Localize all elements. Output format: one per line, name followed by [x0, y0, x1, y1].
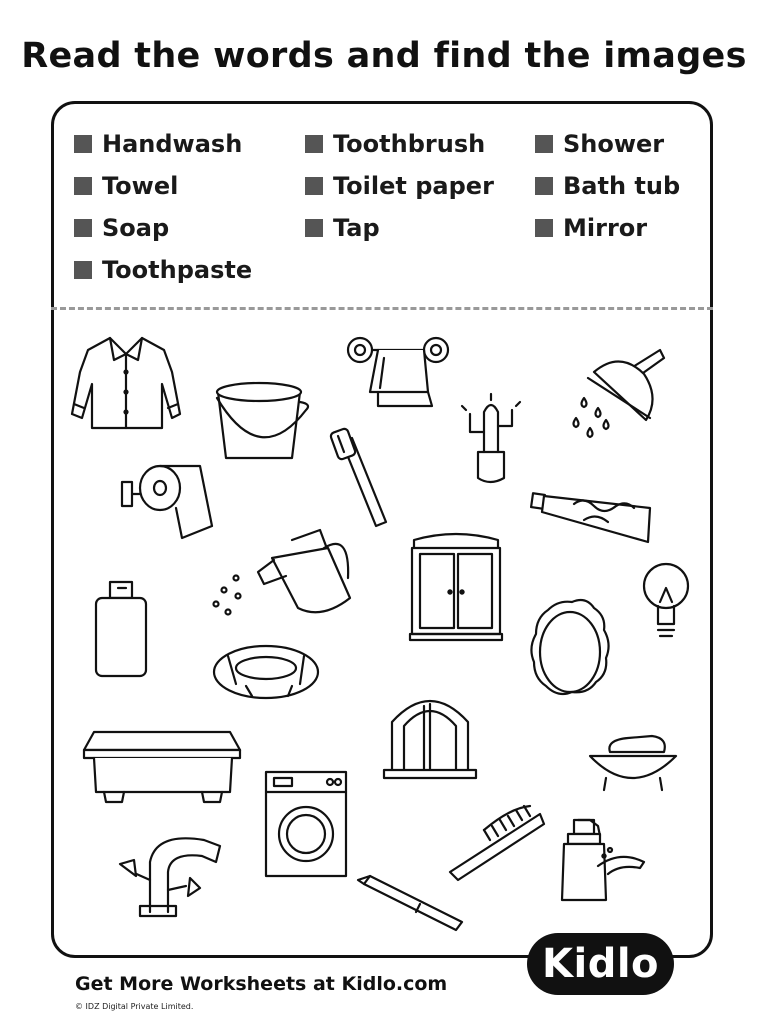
- watering-can-icon: [214, 530, 351, 615]
- swim-ring-icon: [214, 646, 318, 698]
- shampoo-bottle-icon: [96, 582, 146, 676]
- washing-machine-icon: [266, 772, 346, 876]
- word-label: Handwash: [102, 130, 243, 158]
- pen-icon: [358, 876, 462, 930]
- handwash-icon: [562, 820, 644, 900]
- word-label: Toilet paper: [333, 172, 494, 200]
- toothbrush-icon: [330, 428, 386, 526]
- cactus-icon: [462, 394, 520, 482]
- word-label: Tap: [333, 214, 380, 242]
- word-label: Shower: [563, 130, 665, 158]
- word-label: Towel: [102, 172, 179, 200]
- shirt-icon: [72, 338, 180, 428]
- comb-icon: [450, 806, 544, 880]
- word-label: Toothpaste: [102, 256, 253, 284]
- page-title: Read the words and find the images: [21, 36, 747, 76]
- toothpaste-icon: [531, 493, 650, 542]
- word-label: Toothbrush: [333, 130, 486, 158]
- word-label: Mirror: [563, 214, 648, 242]
- toilet-paper-icon: [122, 466, 212, 538]
- wardrobe-icon: [410, 534, 502, 640]
- copyright-text: © IDZ Digital Private Limited.: [75, 1002, 194, 1011]
- tap-icon: [120, 838, 220, 916]
- soap-icon: [590, 736, 676, 790]
- mirror-icon: [531, 600, 608, 694]
- bucket-icon: [217, 383, 308, 458]
- arched-window-icon: [384, 701, 476, 778]
- shower-icon: [574, 350, 665, 437]
- word-label: Soap: [102, 214, 170, 242]
- light-bulb-icon: [644, 564, 688, 636]
- bath-tub-icon: [84, 732, 240, 802]
- footer-link-text: Get More Worksheets at Kidlo.com: [75, 973, 448, 995]
- word-label: Bath tub: [563, 172, 681, 200]
- kidlo-logo: Kidlo: [527, 933, 674, 995]
- towel-icon: [348, 338, 448, 406]
